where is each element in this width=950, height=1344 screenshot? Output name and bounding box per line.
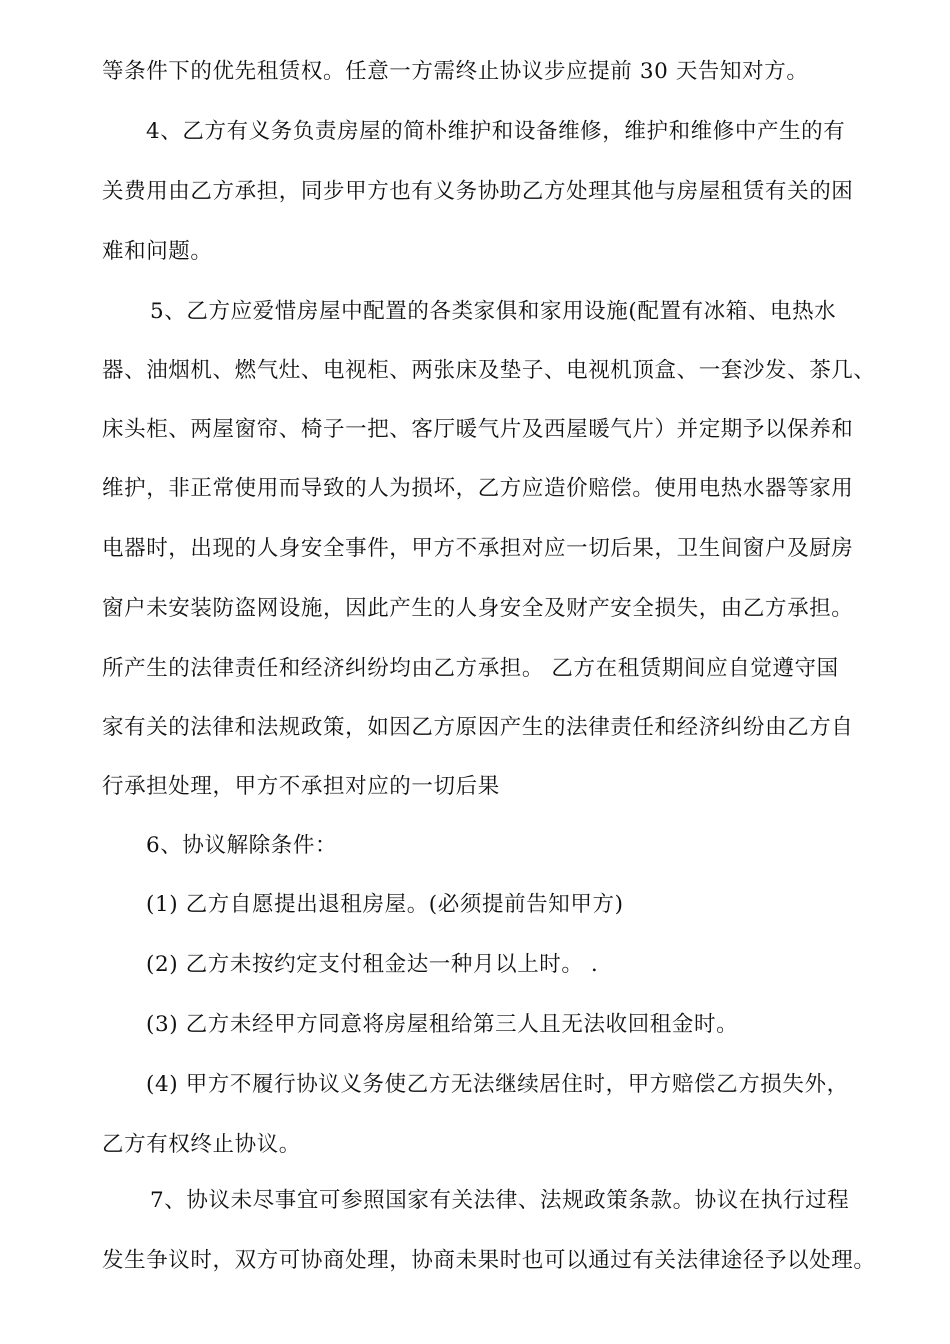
text-line: 关费用由乙方承担，同步甲方也有义务协助乙方处理其他与房屋租赁有关的困 (102, 179, 854, 204)
text-line: 行承担处理，甲方不承担对应的一切后果 (102, 774, 500, 799)
text-line: 器、油烟机、燃气灶、电视柜、两张床及垫子、电视机顶盒、一套沙发、茶几、 (102, 358, 876, 383)
text-line: 家有关的法律和法规政策，如因乙方原因产生的法律责任和经济纠纷由乙方自 (102, 715, 854, 740)
clause-6-heading: 6、协议解除条件： (146, 833, 338, 858)
condition-2: (2) 乙方未按约定支付租金达一种月以上时。 . (146, 952, 599, 977)
text-line: 难和问题。 (102, 239, 213, 264)
text-line: 所产生的法律责任和经济纠纷均由乙方承担。 乙方在租赁期间应自觉遵守国 (102, 656, 839, 681)
text-line: 窗户未安装防盗网设施，因此产生的人身安全及财产安全损失，由乙方承担。 (102, 596, 854, 621)
text-line: 床头柜、两屋窗帘、椅子一把、客厅暖气片及西屋暖气片）并定期予以保养和 (102, 417, 854, 442)
text-line: 等条件下的优先租赁权。任意一方需终止协议步应提前 30 天告知对方。 (102, 59, 809, 84)
text-line: 乙方有权终止协议。 (102, 1132, 301, 1157)
clause-7-line: 7、协议未尽事宜可参照国家有关法律、法规政策条款。协议在执行过程 (150, 1188, 850, 1213)
text-line: 电器时，出现的人身安全事件，甲方不承担对应一切后果，卫生间窗户及厨房 (102, 536, 854, 561)
text-line: 发生争议时，双方可协商处理，协商未果时也可以通过有关法律途径予以处理。 (102, 1248, 876, 1273)
condition-1: (1) 乙方自愿提出退租房屋。(必须提前告知甲方) (146, 892, 624, 917)
clause-4-line: 4、乙方有义务负责房屋的简朴维护和设备维修，维护和维修中产生的有 (146, 119, 846, 144)
clause-5-line: 5、乙方应爱惜房屋中配置的各类家俱和家用设施(配置有冰箱、电热水 (150, 299, 837, 324)
condition-4: (4) 甲方不履行协议义务使乙方无法继续居住时，甲方赔偿乙方损失外， (146, 1072, 849, 1097)
condition-3: (3) 乙方未经甲方同意将房屋租给第三人且无法收回租金时。 (146, 1012, 739, 1037)
text-line: 维护，非正常使用而导致的人为损坏，乙方应造价赔偿。使用电热水器等家用 (102, 476, 854, 501)
